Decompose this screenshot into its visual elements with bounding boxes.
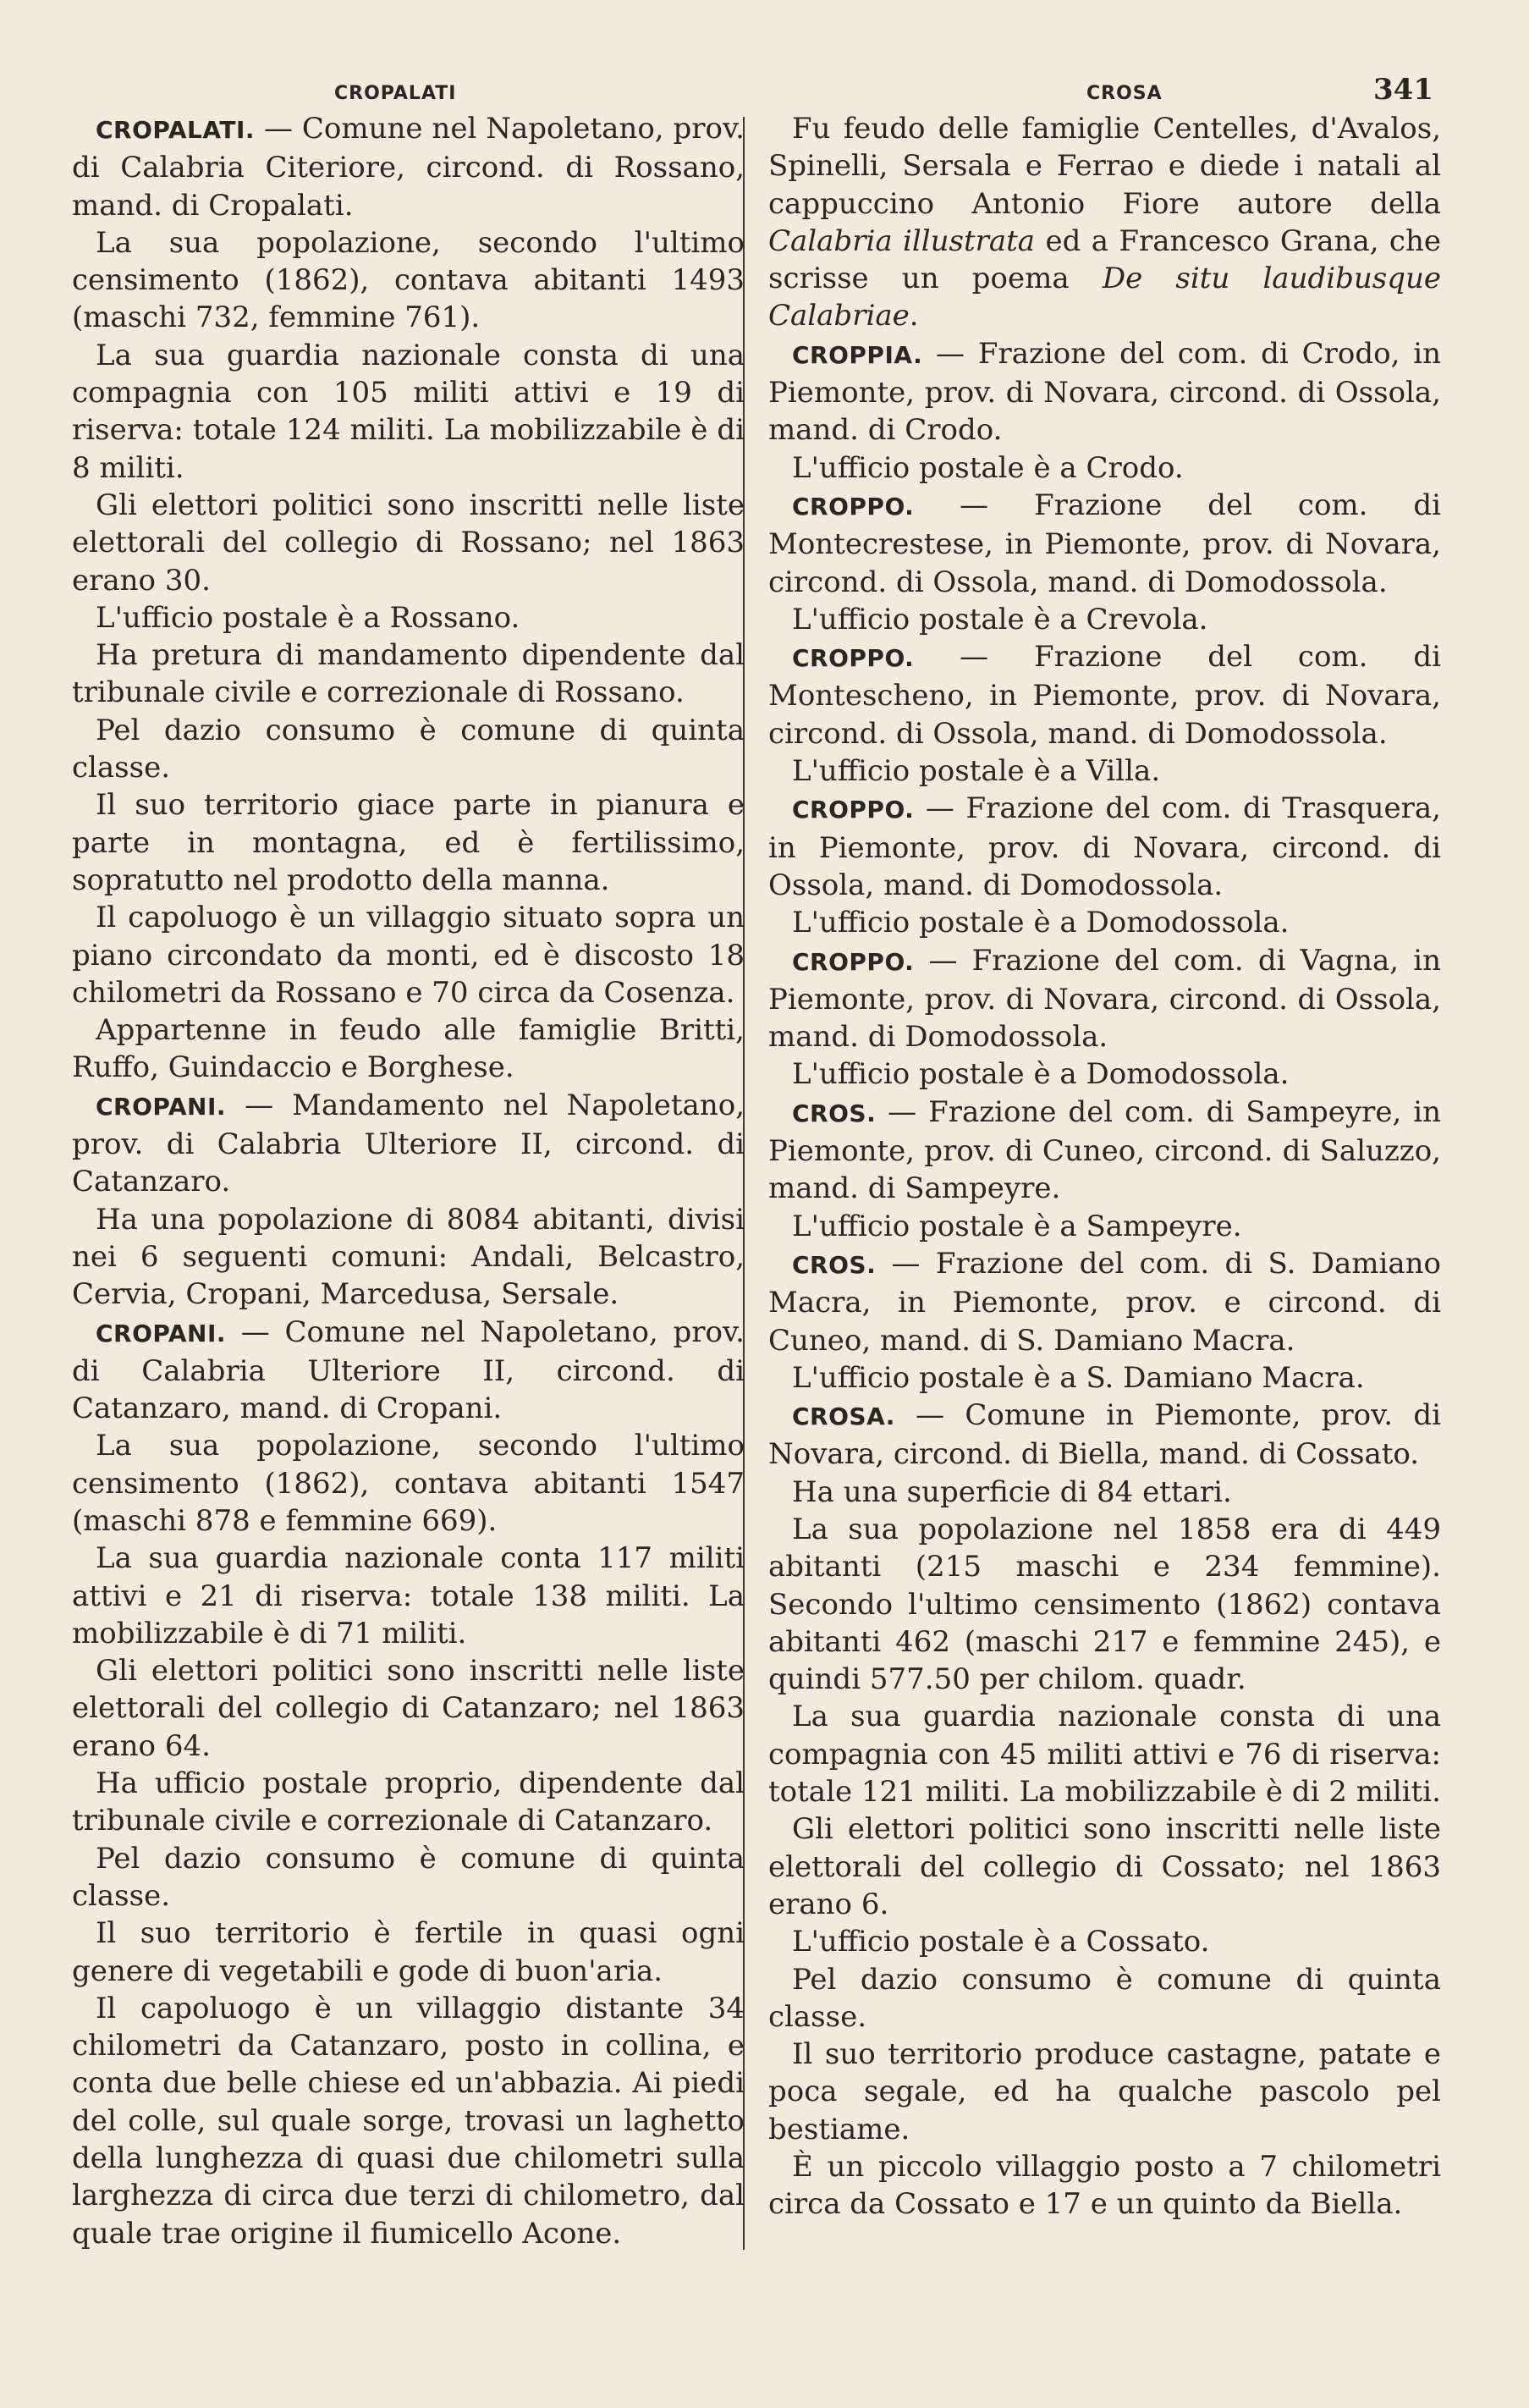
entry-cros-2	[768, 1245, 1441, 1359]
running-head-right: CROSA	[1086, 83, 1163, 104]
headword: CROPALATI.	[96, 116, 256, 144]
paragraph: L'ufficio postale è a Rossano.	[96, 600, 520, 635]
text-run: ed a Francesco Grana, che scrisse un poema	[768, 223, 1441, 296]
headword: CROPANI.	[96, 1092, 227, 1121]
paragraph-continued	[768, 110, 1441, 335]
paragraph: Pel dazio consumo è comune di quinta classe.	[768, 1962, 1441, 2034]
headword: CROS.	[792, 1099, 877, 1127]
headword: CROPPIA.	[792, 340, 923, 369]
paragraph: Pel dazio consumo è comune di quinta classe.	[72, 1841, 745, 1913]
paragraph: Ha una superficie di 84 ettari.	[792, 1474, 1232, 1509]
headword: CROPPO.	[792, 796, 915, 824]
page-number: 341	[1373, 73, 1433, 107]
paragraph: L'ufficio postale è a Crevola.	[792, 602, 1208, 636]
headword: CROPANI.	[96, 1319, 227, 1347]
entry-cropani-comune	[72, 1314, 745, 1428]
paragraph: Gli elettori politici sono inscritti nelle liste elettorali del collegio di Cossato; nel 1863 erano 6.	[768, 1812, 1441, 1921]
headword: CROPPO.	[792, 947, 915, 976]
headword: CROSA.	[792, 1402, 895, 1431]
entry-intro: — Frazione del com. di Trasquera, in Piemonte, prov. di Novara, circond. di Ossola, mand. di Domodossola.	[768, 791, 1441, 902]
entry-intro: — Frazione del com. di Montecrestese, in Piemonte, prov. di Novara, circond. di Ossola, mand. di Domodossola.	[768, 488, 1441, 599]
entry-intro: — Comune in Piemonte, prov. di Novara, circond. di Biella, mand. di Cossato.	[768, 1398, 1441, 1472]
headword: CROPPO.	[792, 644, 915, 673]
entry-croppia	[768, 335, 1441, 449]
paragraph: Gli elettori politici sono inscritti nelle liste elettorali del collegio di Catanzaro; nel 1863 erano 64.	[72, 1654, 745, 1763]
entry-intro: — Frazione del com. di Sampeyre, in Piemonte, prov. di Cuneo, circond. di Saluzzo, mand. di Sampeyre.	[768, 1094, 1441, 1206]
paragraph: Appartenne in feudo alle famiglie Britti, Ruffo, Guindaccio e Borghese.	[72, 1013, 745, 1085]
paragraph: L'ufficio postale è a Domodossola.	[792, 906, 1290, 940]
paragraph: Ha pretura di mandamento dipendente dal tribunale civile e correzionale di Rossano.	[72, 638, 745, 710]
paragraph: Il capoluogo è un villaggio distante 34 chilometri da Catanzaro, posto in collina, e conta due belle chiese ed un'abbazia. Ai piedi del colle, sul quale sorge, trovasi un laghetto della lunghezza di quasi due chilometri sulla larghezza di circa due terzi di chilometro, dal quale trae origine il fiumicello Acone.	[72, 1991, 745, 2251]
paragraph: La sua popolazione nel 1858 era di 449 abitanti (215 maschi e 234 femmine). Secondo l'ultimo censimento (1862) contava abitanti 462 (maschi 217 e femmine 245), e quindi 577.50 per chilom. quadr.	[768, 1512, 1441, 1697]
entry-intro: — Mandamento nel Napoletano, prov. di Calabria Ulteriore II, circond. di Catanzaro.	[72, 1088, 745, 1199]
paragraph: La sua guardia nazionale consta di una compagnia con 45 militi attivi e 76 di riserva: totale 121 militi. La mobilizzabile è di 2 militi.	[768, 1700, 1441, 1810]
paragraph: Il suo territorio giace parte in pianura e parte in montagna, ed è fertilissimo, sopratutto nel prodotto della manna.	[72, 788, 745, 897]
entry-croppo-3	[768, 790, 1441, 904]
text-run: .	[909, 299, 919, 333]
entry-croppo-1	[768, 487, 1441, 601]
left-column	[72, 110, 745, 2252]
running-head-left: CROPALATI	[334, 83, 457, 104]
entry-cros-1	[768, 1094, 1441, 1208]
paragraph: La sua popolazione, secondo l'ultimo censimento (1862), contava abitanti 1493 (maschi 732, femmine 761).	[72, 225, 745, 335]
text-run: Fu feudo delle famiglie Centelles, d'Avalos, Spinelli, Sersala e Ferrao e diede i natali al cappuccino Antonio Fiore autore della	[768, 112, 1441, 221]
entry-croppo-2	[768, 638, 1441, 752]
paragraph: Il suo territorio produce castagne, patate e poca segale, ed ha qualche pascolo pel bestiame.	[768, 2037, 1441, 2146]
right-column	[768, 110, 1441, 2223]
paragraph: È un piccolo villaggio posto a 7 chilometri circa da Cossato e 17 e un quinto da Biella.	[768, 2150, 1441, 2222]
book-title: Calabria illustrata	[768, 223, 1036, 258]
paragraph: L'ufficio postale è a Sampeyre.	[792, 1209, 1242, 1243]
entry-cropalati	[72, 110, 745, 224]
paragraph: La sua popolazione, secondo l'ultimo censimento (1862), contava abitanti 1547 (maschi 878 e femmine 669).	[72, 1429, 745, 1538]
paragraph: L'ufficio postale è a Cossato.	[792, 1925, 1210, 1959]
entry-intro: — Frazione del com. di Crodo, in Piemonte, prov. di Novara, circond. di Ossola, mand. di Crodo.	[768, 336, 1441, 448]
paragraph: La sua guardia nazionale conta 117 militi attivi e 21 di riserva: totale 138 militi. La mobilizzabile è di 71 militi.	[72, 1541, 745, 1650]
paragraph: L'ufficio postale è a Crodo.	[792, 450, 1184, 485]
paragraph: L'ufficio postale è a S. Damiano Macra.	[792, 1360, 1365, 1395]
entry-intro: — Frazione del com. di S. Damiano Macra, in Piemonte, prov. e circond. di Cuneo, mand. di S. Damiano Macra.	[768, 1246, 1441, 1358]
entry-intro: — Comune nel Napoletano, prov. di Calabria Ulteriore II, circond. di Catanzaro, mand. di Cropani.	[72, 1314, 745, 1426]
entry-intro: — Frazione del com. di Vagna, in Piemonte, prov. di Novara, circond. di Ossola, mand. di Domodossola.	[768, 943, 1441, 1055]
paragraph: Il capoluogo è un villaggio situato sopra un piano circondato da monti, ed è discosto 18 chilometri da Rossano e 70 circa da Cosenza.	[72, 901, 745, 1010]
paragraph: Gli elettori politici sono inscritti nelle liste elettorali del collegio di Rossano; nel 1863 erano 30.	[72, 488, 745, 598]
entry-intro: — Comune nel Napoletano, prov. di Calabria Citeriore, circond. di Rossano, mand. di Cropalati.	[72, 112, 745, 223]
paragraph: L'ufficio postale è a Domodossola.	[792, 1057, 1290, 1092]
paragraph: Ha ufficio postale proprio, dipendente dal tribunale civile e correzionale di Catanzaro.	[72, 1766, 745, 1838]
paragraph: Il suo territorio è fertile in quasi ogni genere di vegetabili e gode di buon'aria.	[72, 1916, 745, 1988]
book-title: De situ laudibusque Calabriae	[768, 262, 1442, 333]
entry-cropani-mandamento	[72, 1087, 745, 1201]
paragraph: Ha una popolazione di 8084 abitanti, divisi nei 6 seguenti comuni: Andali, Belcastro, Cervia, Cropani, Marcedusa, Sersale.	[72, 1202, 745, 1312]
paragraph: Pel dazio consumo è comune di quinta classe.	[72, 713, 745, 785]
entry-crosa	[768, 1397, 1441, 1474]
entry-intro: — Frazione del com. di Montescheno, in Piemonte, prov. di Novara, circond. di Ossola, mand. di Domodossola.	[768, 640, 1441, 751]
paragraph: La sua guardia nazionale consta di una compagnia con 105 militi attivi e 19 di riserva: totale 124 militi. La mobilizzabile è di 8 militi.	[72, 338, 745, 485]
entry-croppo-4	[768, 942, 1441, 1056]
headword: CROPPO.	[792, 492, 915, 521]
headword: CROS.	[792, 1250, 877, 1279]
paragraph: L'ufficio postale è a Villa.	[792, 754, 1161, 789]
